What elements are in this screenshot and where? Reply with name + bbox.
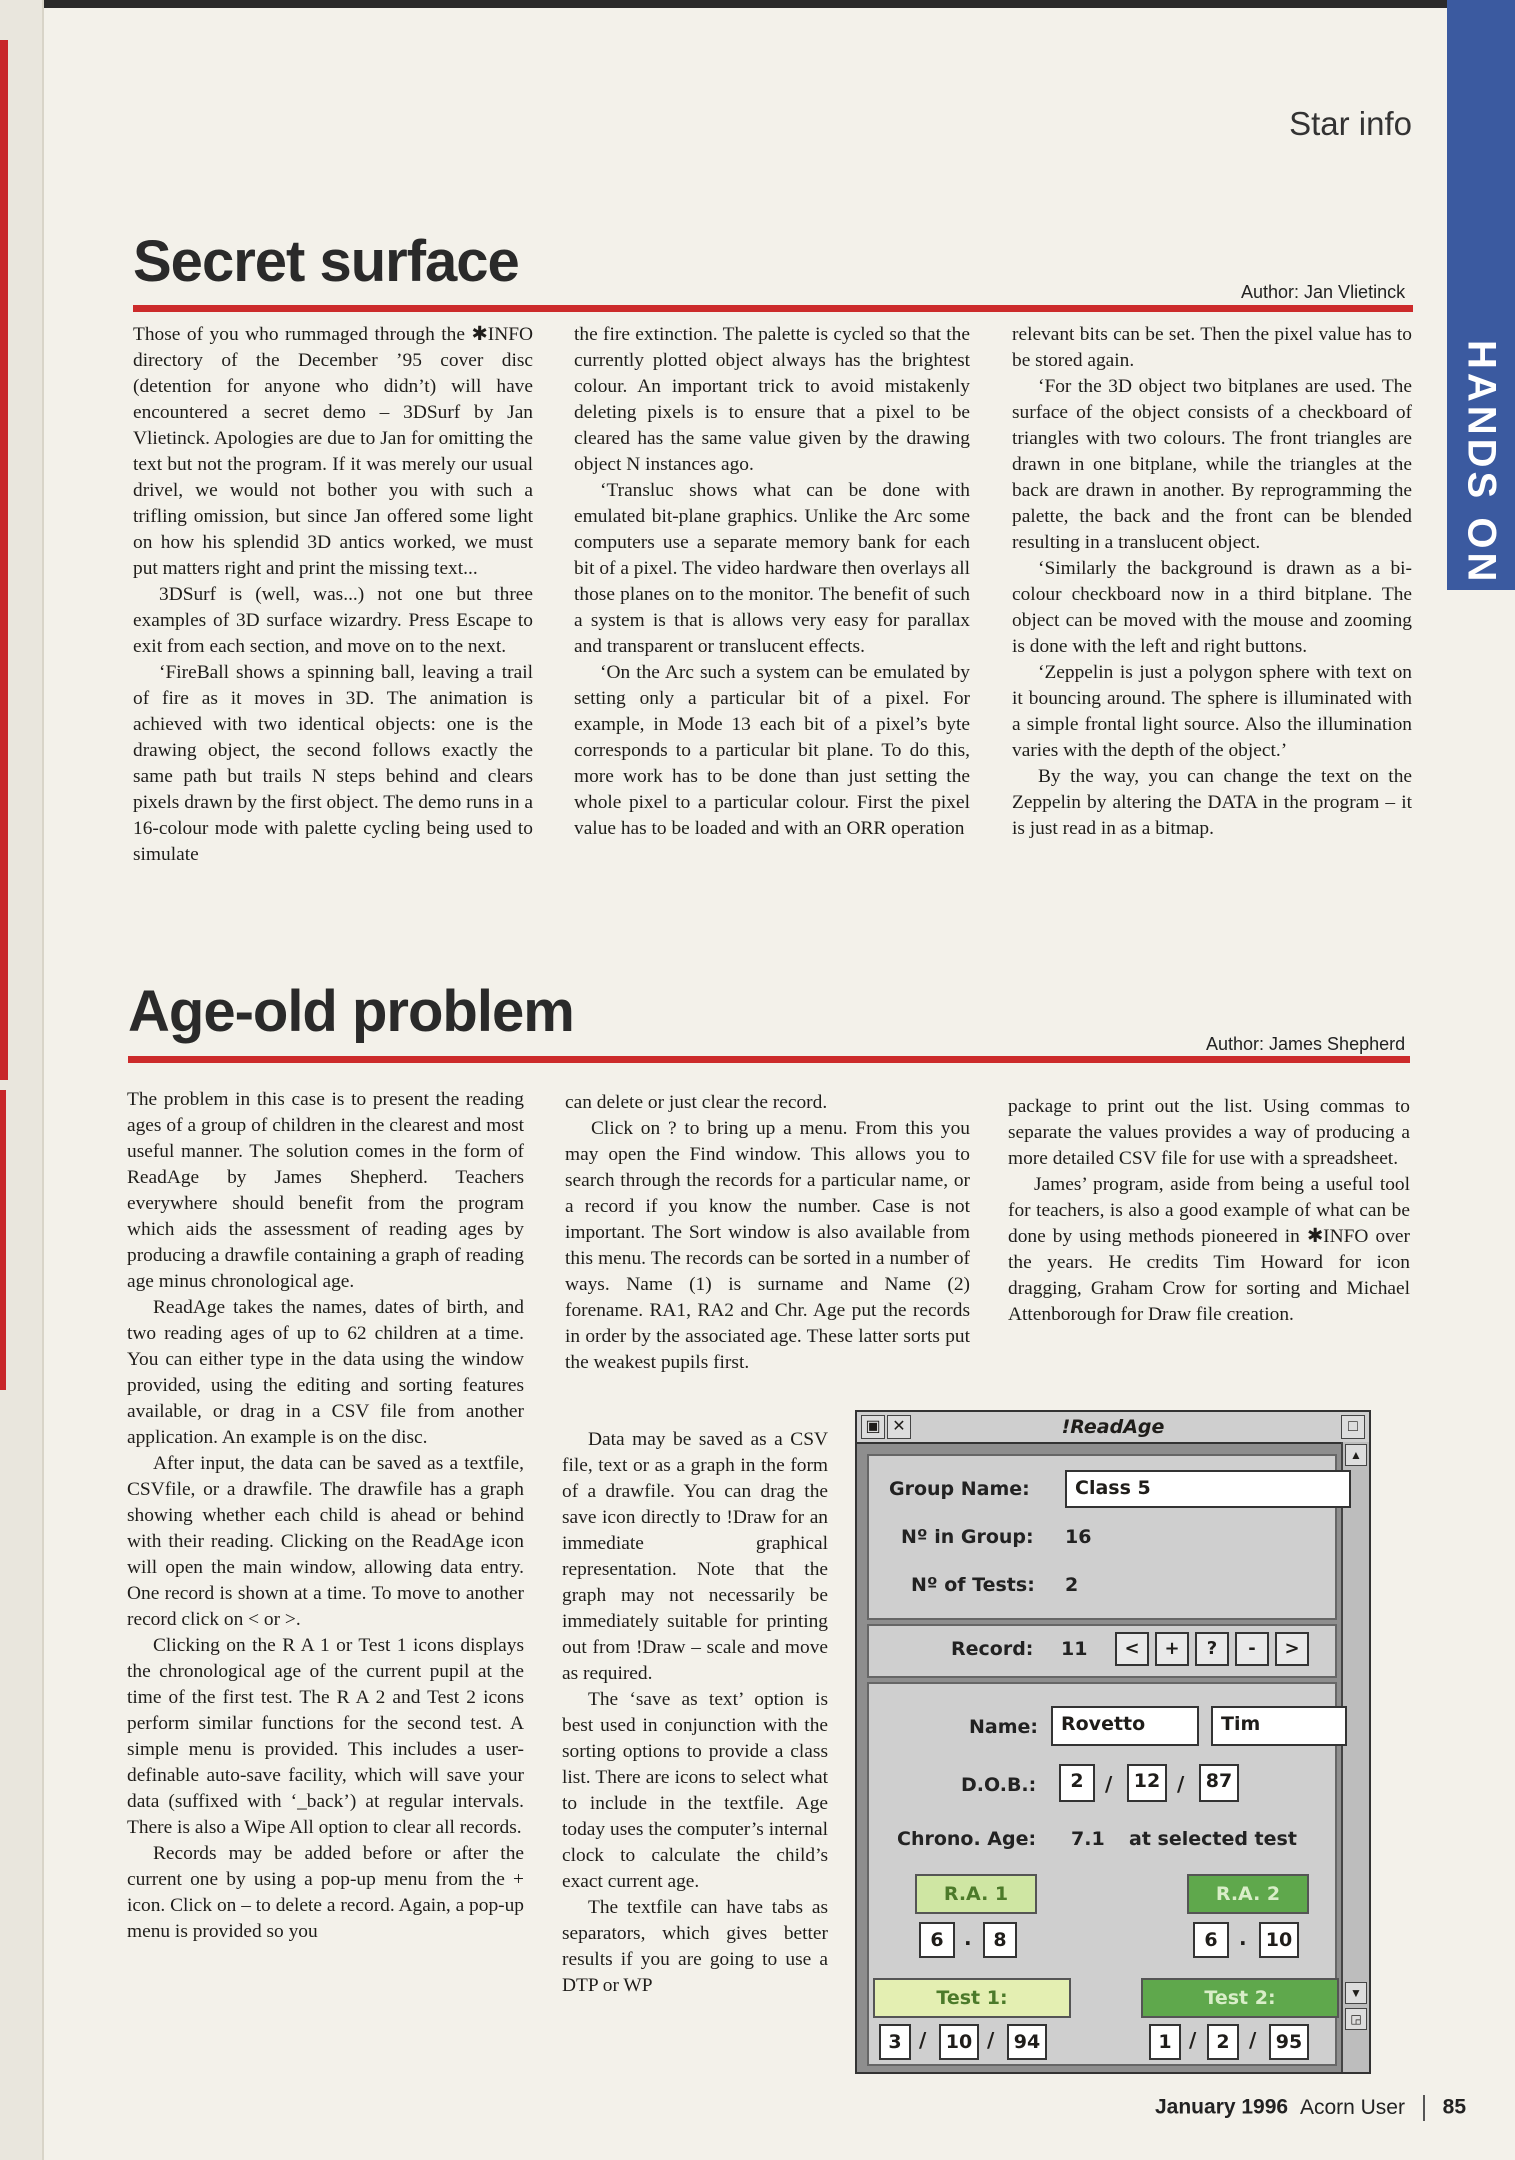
group-panel: [867, 1454, 1337, 1620]
forename-input[interactable]: Tim: [1211, 1706, 1347, 1746]
chrono-age-note: at selected test: [1129, 1828, 1297, 1850]
dob-separator: /: [1105, 1772, 1113, 1796]
paragraph: ReadAge takes the names, dates of birth, and two reading ages of up to 62 children at a time. You can either type in the data using the window provided, using the editing and sorting features available, or drag in a CSV file from another application. An example is on the disc.: [127, 1297, 524, 1448]
article1-author: Author: Jan Vlietinck: [1241, 282, 1406, 302]
tests-label: Nº of Tests:: [911, 1574, 1035, 1596]
paragraph: Records may be added before or after the current one by using a pop-up menu from the + icon. Click on – to delete a record. Again, a pop-up menu is provided so you: [127, 1843, 524, 1942]
record-value: 11: [1061, 1638, 1088, 1660]
record-panel: [867, 1624, 1337, 1678]
paragraph: Those of you who rummaged through the ✱INFO directory of the December ’95 cover disc (detention for anyone who didn’t) will have encountered a secret demo – 3DSurf by Jan Vlietinck. Apologies are due to Jan for omitting the text but not the program. If it was merely our usual drivel, we would not bother you with such a trifling omission, but since Jan offered some light on how his splendid 3D antics worked, we must put matters right and print the missing text...: [133, 324, 533, 579]
test2-button[interactable]: Test 2:: [1141, 1978, 1339, 2018]
group-name-label: Group Name:: [889, 1478, 1030, 1500]
paragraph: Clicking on the R A 1 or Test 1 icons displays the chronological age of the current pupil at the time of the first test. The R A 2 and Test 2 icons perform similar functions for the second test. A simple menu is provided. This includes a user-definable auto-save facility, which will save your data (suffixed with ‘_back’) at regular intervals. There is also a Wipe All option to clear all records.: [127, 1635, 524, 1838]
back-icon[interactable]: ▣: [861, 1415, 885, 1439]
article2-title: Age-old problem: [128, 979, 574, 1044]
ra2-years-input[interactable]: 6: [1193, 1922, 1229, 1958]
ra2-button[interactable]: R.A. 2: [1187, 1874, 1309, 1914]
name-label: Name:: [969, 1716, 1039, 1738]
paragraph: The problem in this case is to present the reading ages of a group of children in the clearest and most useful manner. The solution comes in the form of ReadAge by James Shepherd. Teachers everywhere should benefit from the program which aids the assessment of reading ages by producing a drawfile containing a graph of reading age minus chronological age.: [127, 1089, 524, 1292]
pupil-panel: [867, 1682, 1337, 2066]
paragraph: The textfile can have tabs as separators, which gives better results if you are going to use a DTP or WP: [562, 1897, 828, 1996]
test1-separator: /: [987, 2028, 995, 2052]
dob-month-input[interactable]: 12: [1127, 1764, 1167, 1802]
ra1-separator: .: [964, 1926, 972, 1950]
ra1-months-input[interactable]: 8: [983, 1922, 1017, 1958]
test2-separator: /: [1249, 2028, 1257, 2052]
paragraph: After input, the data can be saved as a textfile, CSVfile, or a drawfile. The drawfile has a graph showing whether each child is ahead or behind with their reading. Clicking on the ReadAge icon will open the main window, allowing data entry. One record is shown at a time. To move to another record click on < or >.: [127, 1453, 524, 1630]
paragraph: the fire extinction. The palette is cycled so that the currently plotted object always has the brightest colour. An important trick to avoid mistakenly deleting pixels is to ensure that a pixel to be cleared has the same value given by the drawing object N instances ago.: [574, 324, 970, 475]
paragraph: ‘On the Arc such a system can be emulated by setting only a particular bit of a pixel. For example, in Mode 13 each bit of a pixel’s byte corresponds to a particular bit plane. To do this, more work has to be done than just setting the whole pixel to a particular colour. First the pixel value has to be loaded and with an ORR operation: [574, 662, 970, 839]
page-number: 85: [1442, 2095, 1467, 2119]
test2-day-input[interactable]: 1: [1149, 2024, 1181, 2060]
scroll-up-icon[interactable]: ▲: [1345, 1444, 1367, 1466]
dob-year-input[interactable]: 87: [1199, 1764, 1239, 1802]
paragraph: ‘FireBall shows a spinning ball, leaving a trail of fire as it moves in 3D. The animation is achieved with two identical objects: one is the drawing object, the second follows exactly the same path but trails N steps behind and clears pixels drawn by the first object. The demo runs in a 16-colour mode with palette cycling being used to simulate: [133, 662, 533, 865]
test2-month-input[interactable]: 2: [1207, 2024, 1239, 2060]
resize-icon[interactable]: ◲: [1345, 2008, 1367, 2030]
footer: [1155, 2095, 1466, 2121]
paragraph: ‘Similarly the background is drawn as a bi-colour checkboard now in a third bitplane. The object can be moved with the mouse and zooming is done with the left and right buttons.: [1012, 558, 1412, 657]
ra1-button[interactable]: R.A. 1: [915, 1874, 1037, 1914]
article2-col2-bottom: [562, 1427, 828, 1999]
article1-col2: [574, 322, 970, 842]
facing-page-red-strip: [0, 40, 8, 1080]
test2-separator: /: [1189, 2028, 1197, 2052]
next-record-button[interactable]: >: [1275, 1632, 1309, 1666]
toggle-size-icon[interactable]: □: [1341, 1415, 1365, 1439]
window-title-bar[interactable]: [857, 1412, 1369, 1444]
paragraph: By the way, you can change the text on the Zeppelin by altering the DATA in the program – it is just read in as a bitmap.: [1012, 766, 1412, 839]
dob-day-input[interactable]: 2: [1059, 1764, 1095, 1802]
test1-separator: /: [919, 2028, 927, 2052]
chrono-age-label: Chrono. Age:: [897, 1828, 1037, 1850]
paragraph: James’ program, aside from being a useful tool for teachers, is also a good example of what can be done by using methods pioneered in ✱INFO over the years. He credits Tim Howard for icon dragging, Graham Crow for sorting and Michael Attenborough for Draw file creation.: [1008, 1174, 1410, 1325]
ra2-separator: .: [1239, 1926, 1247, 1950]
chrono-age-value: 7.1: [1071, 1828, 1105, 1850]
paragraph: The ‘save as text’ option is best used in conjunction with the sorting options to provide a class list. There are icons to select what to include in the textfile. Age today uses the computer’s internal clock to calculate the child’s exact current age.: [562, 1689, 828, 1892]
ra1-years-input[interactable]: 6: [919, 1922, 955, 1958]
tests-value: 2: [1065, 1574, 1079, 1596]
paragraph: 3DSurf is (well, was...) not one but three examples of 3D surface wizardry. Press Escape to exit from each section, and move on to the next.: [133, 584, 533, 657]
dob-separator: /: [1177, 1772, 1185, 1796]
article2-author: Author: James Shepherd: [1206, 1034, 1406, 1054]
article2-rule: [128, 1056, 1410, 1063]
vertical-scrollbar[interactable]: [1341, 1442, 1369, 2072]
readage-window: [855, 1410, 1371, 2074]
test1-day-input[interactable]: 3: [879, 2024, 911, 2060]
ra2-months-input[interactable]: 10: [1259, 1922, 1299, 1958]
footer-magazine: Acorn User: [1299, 2095, 1405, 2119]
previous-record-button[interactable]: <: [1115, 1632, 1149, 1666]
in-group-value: 16: [1065, 1526, 1092, 1548]
group-name-input[interactable]: Class 5: [1065, 1470, 1351, 1508]
article2-col3: [1008, 1094, 1410, 1328]
article1-title: Secret surface: [133, 229, 519, 294]
paragraph: ‘Zeppelin is just a polygon sphere with text on it bouncing around. The sphere is illuminated with a simple frontal light source. Also the illumination varies with the depth of the object.’: [1012, 662, 1412, 761]
page-top-edge: [0, 0, 1515, 8]
article1-col1: [133, 322, 533, 868]
close-icon[interactable]: ✕: [887, 1415, 911, 1439]
article2-col1: [127, 1087, 524, 1945]
menu-button[interactable]: ?: [1195, 1632, 1229, 1666]
add-record-button[interactable]: +: [1155, 1632, 1189, 1666]
surname-input[interactable]: Rovetto: [1051, 1706, 1199, 1746]
paragraph: ‘For the 3D object two bitplanes are used. The surface of the object consists of a checkboard of triangles with two colours. The front triangles are drawn in one bitplane, while the triangles at the back are drawn in another. By reprogramming the palette, the back and the front can be blended resulting in a translucent object.: [1012, 376, 1412, 553]
section-heading: Star info: [1289, 105, 1412, 142]
facing-page-red-strip-lower: [0, 1090, 6, 1390]
paragraph: Click on ? to bring up a menu. From this you may open the Find window. This allows you to search through the records for a particular name, or a record if you know the number. Case is not important. The Sort window is also available from this menu. The records can be sorted in a number of ways. Name (1) is surname and Name (2) forename. RA1, RA2 and Chr. Age put the records in order by the associated age. These latter sorts put the weakest pupils first.: [565, 1118, 970, 1373]
in-group-label: Nº in Group:: [901, 1526, 1034, 1548]
record-label: Record:: [951, 1638, 1034, 1660]
test2-year-input[interactable]: 95: [1269, 2024, 1309, 2060]
paragraph: relevant bits can be set. Then the pixel value has to be stored again.: [1012, 324, 1412, 371]
article2-col2-top: [565, 1090, 970, 1405]
section-tab-label: HANDS ON: [1447, 335, 1515, 590]
article1-col3: [1012, 322, 1412, 842]
test1-button[interactable]: Test 1:: [873, 1978, 1071, 2018]
test1-year-input[interactable]: 94: [1007, 2024, 1047, 2060]
delete-record-button[interactable]: -: [1235, 1632, 1269, 1666]
test1-month-input[interactable]: 10: [939, 2024, 979, 2060]
footer-date: January 1996: [1155, 2095, 1289, 2119]
article1-rule: [133, 305, 1413, 312]
paragraph: can delete or just clear the record.: [565, 1092, 828, 1113]
paragraph: Data may be saved as a CSV file, text or as a graph in the form of a drawfile. You can drag the save icon directly to !Draw for an immediate graphical representation. Note that the graph may not necessarily be immediately suitable for printing out from !Draw – scale and move as required.: [562, 1429, 828, 1684]
dob-label: D.O.B.:: [961, 1774, 1037, 1796]
window-title: !ReadAge: [1061, 1416, 1165, 1438]
paragraph: package to print out the list. Using commas to separate the values provides a way of producing a more detailed CSV file for use with a spreadsheet.: [1008, 1096, 1410, 1169]
scroll-down-icon[interactable]: ▼: [1345, 1982, 1367, 2004]
paragraph: ‘Transluc shows what can be done with emulated bit-plane graphics. Unlike the Arc some computers use a separate memory bank for each bit of a pixel. The video hardware then overlays all those planes on to the monitor. The benefit of such a system is that is allows very easy for parallax and transparent or translucent effects.: [574, 480, 970, 657]
footer-divider: [1423, 2095, 1425, 2121]
